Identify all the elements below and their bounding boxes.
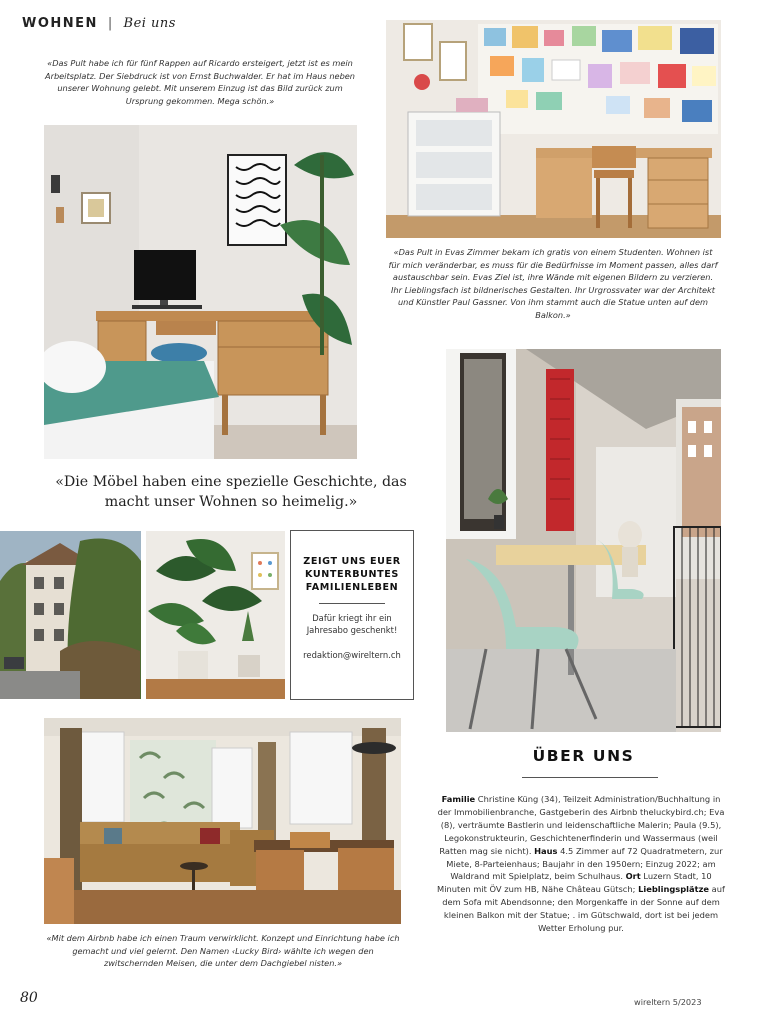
promo-divider — [319, 603, 385, 604]
photo-monstera — [146, 531, 285, 699]
promo-box — [290, 530, 414, 700]
section-header — [22, 16, 176, 31]
promo-email-link[interactable]: redaktion@wireltern.ch — [303, 650, 401, 660]
photo-living-room — [44, 718, 401, 924]
about-text-favorites: auf dem Sofa mit Abendsonne; den Morgenkaffe in der Sonne auf dem kleinen Balkon mit der Statue; . im Gütschwald, dort ist bei jedem Wetter Erholung pur. — [442, 884, 725, 934]
about-divider — [522, 777, 658, 778]
promo-text: Dafür kriegt ihr ein Jahresabo geschenkt! — [306, 613, 398, 635]
caption-desk: «Das Pult habe ich für fünf Rappen auf Ricardo ersteigert, jetzt ist es mein Arbeitsplatz. Der Siebdruck ist von Ernst Buchwalder. Er hat im Haus neben unserer Wohnung gelebt. Mit unserem Einzug ist das Bild zurück zum Ursprung gekommen. Mega schön.» — [44, 58, 355, 106]
photo-desk-room — [44, 125, 357, 459]
page-number: 80 — [20, 990, 38, 1006]
issue-label: wireltern 5/2023 — [634, 997, 702, 1007]
photo-eva-room — [386, 20, 721, 238]
about-label-family: Familie — [441, 794, 476, 804]
caption-living-room: «Mit dem Airbnb habe ich einen Traum verwirklicht. Konzept und Einrichtung habe ich gemacht und viel gelernt. Den Namen ‹Lucky Bird› wählte ich wegen den zwitschernden Meisen, die unter dem Dachgiebel nisten.» — [46, 933, 400, 969]
about-text-place: Luzern Stadt, 10 Minuten mit ÖV zum HB, Nähe Château Gütsch; — [437, 871, 712, 895]
about-label-place: Ort — [625, 871, 641, 882]
pull-quote: «Die Möbel haben eine spezielle Geschichte, das macht unser Wohnen so heimelig.» — [55, 474, 407, 510]
header-separator: | — [107, 16, 114, 31]
subsection-label: Bei uns — [123, 16, 176, 31]
promo-heading: ZEIGT UNS EUER KUNTERBUNTES FAMILIENLEBEN — [303, 556, 401, 593]
about-label-house: Haus — [534, 845, 558, 856]
about-text-family: Christine Küng (34), Teilzeit Administration/Buchhaltung in der Immobilienbranche, Gastgeberin des Airbnb theluckybird.ch; Eva (8), verträumte Bastlerin und leidenschaftliche Malerin; Paula (9.5), Legokonstrukteurin, Geschichtenerfinderin und Wassermaus (weil Ratten mag sie nicht). — [437, 794, 725, 856]
about-label-favorites: Lieblingsplätze — [638, 884, 710, 895]
photo-exterior — [0, 531, 141, 699]
about-body — [436, 793, 726, 935]
section-label: WOHNEN — [22, 16, 98, 31]
photo-balcony — [446, 349, 721, 732]
about-title: ÜBER UNS — [532, 747, 635, 765]
caption-eva-room: «Das Pult in Evas Zimmer bekam ich gratis von einem Studenten. Wohnen ist für mich veränderbar, es muss für die Bedürfnisse im Moment passen, alles darf austauschbar sein. Evas Ziel ist, ihre Wände mit eigenen Bildern zu verzieren. Ihr Lieblingsfach ist bildnerisches Gestalten. Ihr Urgrossvater war der Architekt und Künstler Paul Gassner. Von ihm stammt auch die Statue unten auf dem Balkon.» — [388, 247, 718, 320]
about-text-house: 4.5 Zimmer auf 72 Quadratmetern, zur Miete, 8-Parteienhaus; Baujahr in den 1950ern; Einzug 2022; am Waldrand mit Spielplatz, beim Schulhaus. — [446, 845, 723, 882]
